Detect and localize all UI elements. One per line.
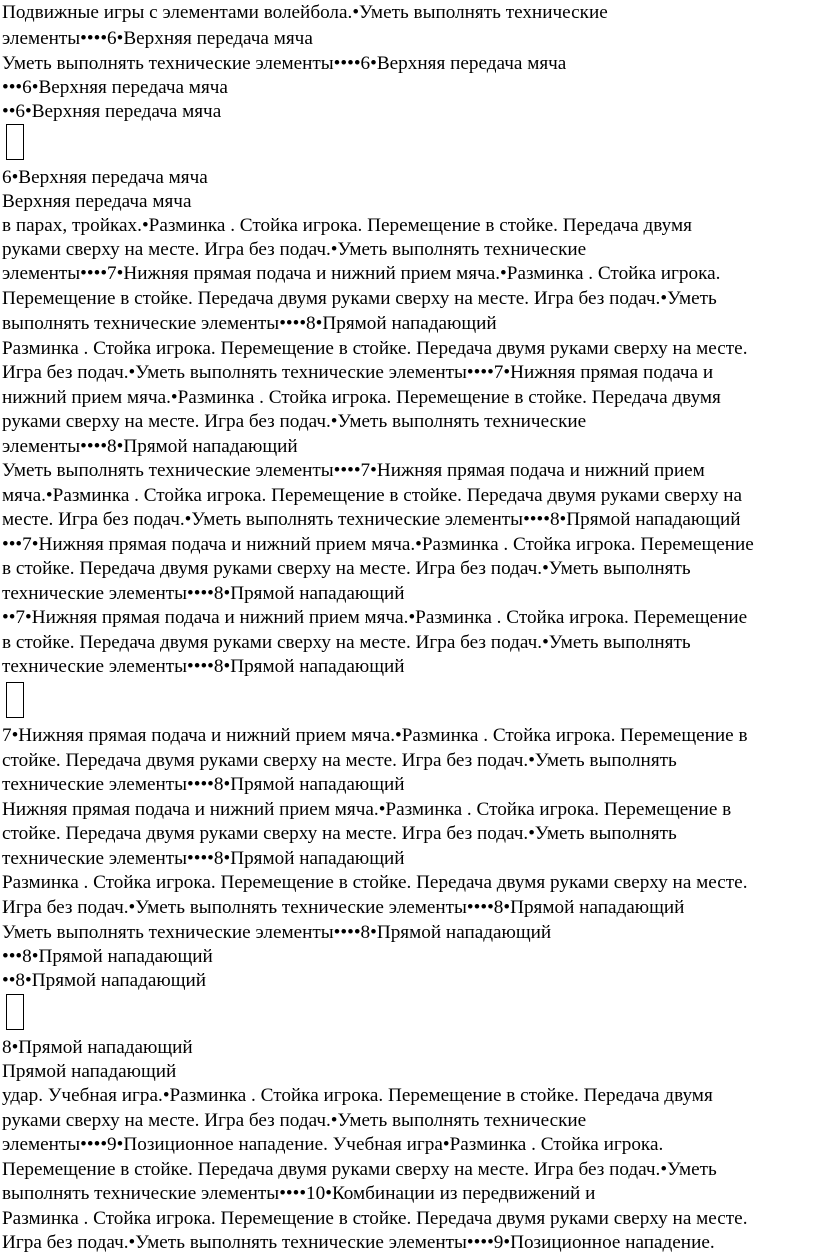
text-line: ••7•Нижняя прямая подача и нижний прием мяча.•Разминка . Стойка игрока. Перемещение xyxy=(2,607,748,628)
text-line: Нижняя прямая подача и нижний прием мяча.•Разминка . Стойка игрока. Перемещение в xyxy=(2,799,732,820)
text-line: технические элементы••••8•Прямой нападающий xyxy=(2,583,405,604)
text-line: технические элементы••••8•Прямой нападающий xyxy=(2,848,405,869)
text-line: Уметь выполнять технические элементы••••8•Прямой нападающий xyxy=(2,922,552,943)
text-line: •••8•Прямой нападающий xyxy=(2,946,213,967)
text-line: Игра без подач.•Уметь выполнять технические элементы••••8•Прямой нападающий xyxy=(2,897,685,918)
text-line: 8•Прямой нападающий xyxy=(2,1037,193,1058)
text-line: Перемещение в стойке. Передача двумя руками сверху на месте. Игра без подач.•Уметь xyxy=(2,1159,717,1180)
text-line: технические элементы••••8•Прямой нападающий xyxy=(2,656,405,677)
text-line: руками сверху на месте. Игра без подач.•Уметь выполнять технические xyxy=(2,239,587,260)
text-line: руками сверху на месте. Игра без подач.•Уметь выполнять технические xyxy=(2,411,587,432)
text-line: 7•Нижняя прямая подача и нижний прием мяча.•Разминка . Стойка игрока. Перемещение в xyxy=(2,725,748,746)
text-line: элементы••••7•Нижняя прямая подача и нижний прием мяча.•Разминка . Стойка игрока. xyxy=(2,263,721,284)
text-line: Разминка . Стойка игрока. Перемещение в стойке. Передача двумя руками сверху на месте. xyxy=(2,338,748,359)
text-line: Разминка . Стойка игрока. Перемещение в стойке. Передача двумя руками сверху на месте. xyxy=(2,872,748,893)
text-line: •••7•Нижняя прямая подача и нижний прием мяча.•Разминка . Стойка игрока. Перемещение xyxy=(2,534,754,555)
text-line: Игра без подач.•Уметь выполнять технические элементы••••7•Нижняя прямая подача и xyxy=(2,362,714,383)
text-line: технические элементы••••8•Прямой нападающий xyxy=(2,774,405,795)
text-line: элементы••••6•Верхняя передача мяча xyxy=(2,28,313,49)
text-line: мяча.•Разминка . Стойка игрока. Перемещение в стойке. Передача двумя руками сверху на xyxy=(2,485,742,506)
text-line: нижний прием мяча.•Разминка . Стойка игрока. Перемещение в стойке. Передача двумя xyxy=(2,387,721,408)
text-line: в стойке. Передача двумя руками сверху на месте. Игра без подач.•Уметь выполнять xyxy=(2,632,691,653)
text-line: элементы••••8•Прямой нападающий xyxy=(2,436,298,457)
text-line: стойке. Передача двумя руками сверху на месте. Игра без подач.•Уметь выполнять xyxy=(2,823,677,844)
empty-frame xyxy=(6,994,24,1030)
text-line: в парах, тройках.•Разминка . Стойка игрока. Перемещение в стойке. Передача двумя xyxy=(2,215,692,236)
text-line: Уметь выполнять технические элементы••••7•Нижняя прямая подача и нижний прием xyxy=(2,460,705,481)
text-line: Уметь выполнять технические элементы••••6•Верхняя передача мяча xyxy=(2,53,567,74)
text-line: Верхняя передача мяча xyxy=(2,191,192,212)
text-line: выполнять технические элементы••••8•Прямой нападающий xyxy=(2,313,497,334)
text-line: 6•Верхняя передача мяча xyxy=(2,167,208,188)
text-line: Прямой нападающий xyxy=(2,1061,177,1082)
text-line: Игра без подач.•Уметь выполнять технические элементы••••9•Позиционное нападение. xyxy=(2,1232,715,1253)
text-line: в стойке. Передача двумя руками сверху на месте. Игра без подач.•Уметь выполнять xyxy=(2,558,691,579)
text-line: элементы••••9•Позиционное нападение. Учебная игра•Разминка . Стойка игрока. xyxy=(2,1134,664,1155)
text-line: ••6•Верхняя передача мяча xyxy=(2,101,222,122)
text-line: Подвижные игры с элементами волейбола.•Уметь выполнять технические xyxy=(2,2,608,23)
text-line: •••6•Верхняя передача мяча xyxy=(2,77,228,98)
text-line: удар. Учебная игра.•Разминка . Стойка игрока. Перемещение в стойке. Передача двумя xyxy=(2,1085,713,1106)
text-line: стойке. Передача двумя руками сверху на месте. Игра без подач.•Уметь выполнять xyxy=(2,750,677,771)
text-line: руками сверху на месте. Игра без подач.•Уметь выполнять технические xyxy=(2,1110,587,1131)
text-line: месте. Игра без подач.•Уметь выполнять технические элементы••••8•Прямой нападающий xyxy=(2,509,741,530)
text-line: Перемещение в стойке. Передача двумя руками сверху на месте. Игра без подач.•Уметь xyxy=(2,288,717,309)
text-line: ••8•Прямой нападающий xyxy=(2,970,207,991)
empty-frame xyxy=(6,682,24,718)
text-line: Разминка . Стойка игрока. Перемещение в стойке. Передача двумя руками сверху на месте. xyxy=(2,1208,748,1229)
text-line: выполнять технические элементы••••10•Комбинации из передвижений и xyxy=(2,1183,596,1204)
empty-frame xyxy=(6,124,24,160)
